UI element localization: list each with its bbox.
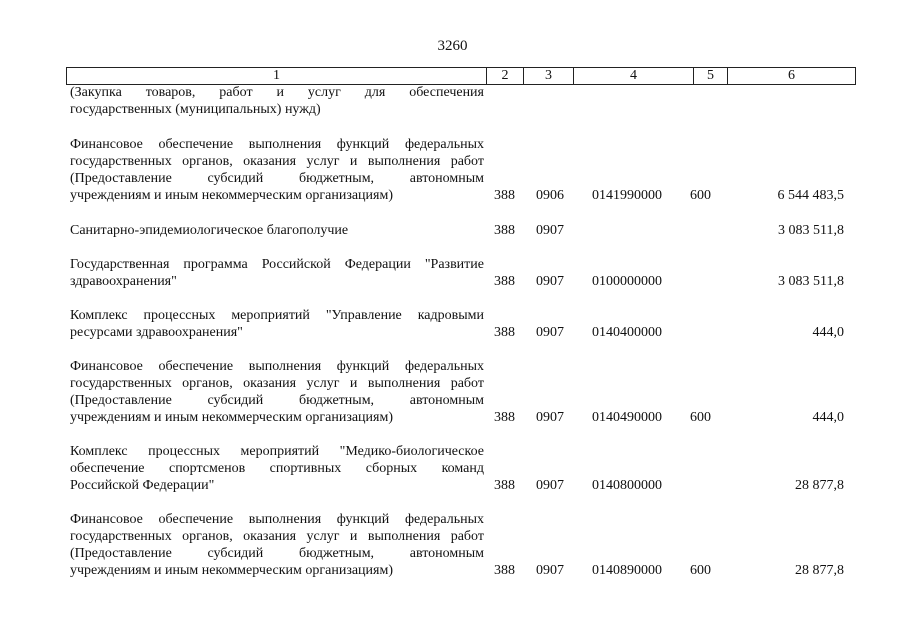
description-line: Санитарно-эпидемиологическое благополучие [70,223,349,238]
description-line: Финансовое обеспечение выполнения функций федеральных [70,359,484,374]
table-row [70,358,850,426]
row-expense-type: 600 [690,410,711,425]
description-line: Финансовое обеспечение выполнения функций федеральных [70,137,484,152]
description-line: учреждениям и иным некоммерческим организациям) [70,410,394,425]
row-amount: 444,0 [812,410,844,425]
row-section-code: 0907 [536,410,564,425]
description-line: Комплекс процессных мероприятий "Медико-биологическое [70,444,484,459]
row-description [70,136,484,204]
row-section-code: 0907 [536,274,564,289]
row-amount: 6 544 483,5 [777,188,844,203]
row-target-article: 0140490000 [592,410,662,425]
row-description [70,84,484,118]
description-line: здравоохранения" [70,274,177,289]
table-row [70,222,850,239]
column-header-5: 5 [694,68,728,85]
description-line: Государственная программа Российской Федерации "Развитие [70,257,484,272]
row-description [70,256,484,290]
row-target-article: 0140400000 [592,325,662,340]
row-section-code: 0907 [536,223,564,238]
table-row [70,256,850,290]
row-amount: 3 083 511,8 [778,223,844,238]
description-line: (Закупка товаров, работ и услуг для обеспечения [70,85,484,100]
row-expense-type: 600 [690,188,711,203]
description-line: ресурсами здравоохранения" [70,325,243,340]
budget-rows [70,84,850,579]
row-ministry-code: 388 [494,563,515,578]
table-row [70,443,850,494]
column-header-3: 3 [524,68,574,85]
row-amount: 3 083 511,8 [778,274,844,289]
row-section-code: 0907 [536,563,564,578]
column-header-4: 4 [574,68,694,85]
row-amount: 28 877,8 [795,478,844,493]
description-line: обеспечение спортсменов спортивных сборных команд [70,461,484,476]
description-line: Комплекс процессных мероприятий "Управление кадровыми [70,308,484,323]
row-amount: 28 877,8 [795,563,844,578]
row-ministry-code: 388 [494,325,515,340]
page-number: 3260 [437,38,468,54]
description-line: государственных органов, оказания услуг и выполнения работ [70,529,484,544]
description-line: (Предоставление субсидий бюджетным, автономным [70,393,484,408]
row-description [70,307,484,341]
row-target-article: 0140890000 [592,563,662,578]
description-line: государственных органов, оказания услуг и выполнения работ [70,376,484,391]
row-ministry-code: 388 [494,188,515,203]
column-header-1: 1 [67,68,487,85]
table-row [70,307,850,341]
description-line: государственных (муниципальных) нужд) [70,102,321,117]
row-ministry-code: 388 [494,478,515,493]
row-description [70,358,484,426]
table-row [70,511,850,579]
row-expense-type: 600 [690,563,711,578]
description-line: учреждениям и иным некоммерческим организациям) [70,563,394,578]
description-line: учреждениям и иным некоммерческим организациям) [70,188,394,203]
column-header-table [66,67,856,85]
row-ministry-code: 388 [494,274,515,289]
column-header-row [67,68,856,85]
row-section-code: 0907 [536,325,564,340]
table-row [70,136,850,204]
row-description [70,443,484,494]
description-line: (Предоставление субсидий бюджетным, автономным [70,171,484,186]
table-row [70,84,850,118]
description-line: государственных органов, оказания услуг и выполнения работ [70,154,484,169]
row-section-code: 0906 [536,188,564,203]
row-target-article: 0141990000 [592,188,662,203]
row-ministry-code: 388 [494,410,515,425]
description-line: Российской Федерации" [70,478,215,493]
description-line: (Предоставление субсидий бюджетным, автономным [70,546,484,561]
row-ministry-code: 388 [494,223,515,238]
column-header-6: 6 [728,68,856,85]
row-amount: 444,0 [812,325,844,340]
description-line: Финансовое обеспечение выполнения функций федеральных [70,512,484,527]
row-description [70,222,484,239]
row-description [70,511,484,579]
row-section-code: 0907 [536,478,564,493]
row-target-article: 0100000000 [592,274,662,289]
column-header-2: 2 [487,68,524,85]
row-target-article: 0140800000 [592,478,662,493]
